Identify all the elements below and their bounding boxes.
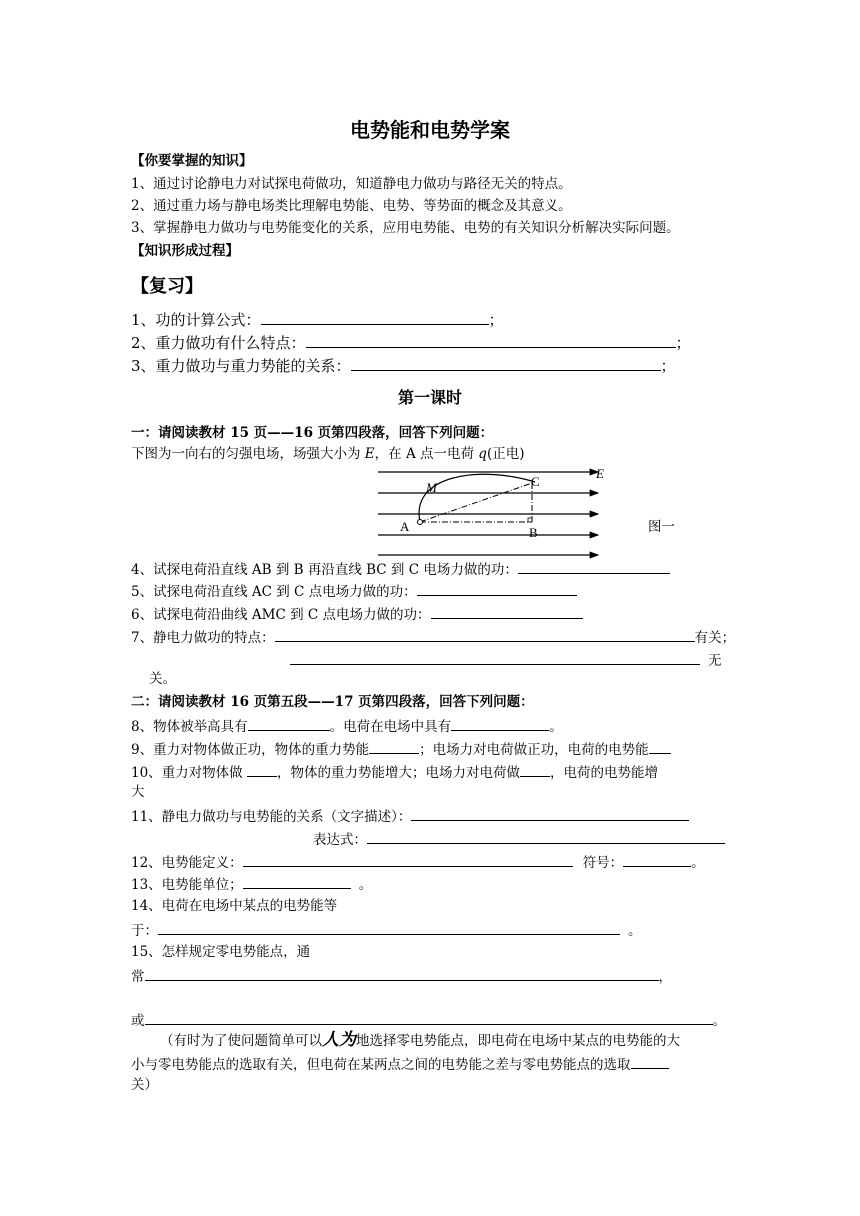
question-11: 11、静电力做功与电势能的关系（文字描述）：	[131, 806, 689, 826]
blank[interactable]	[369, 739, 419, 754]
blank[interactable]	[290, 650, 700, 665]
blank[interactable]	[145, 1010, 713, 1025]
blank[interactable]	[431, 604, 583, 619]
question-6: 6、试探电荷沿曲线 AMC 到 C 点电场力做的功：	[131, 604, 583, 624]
blank[interactable]	[261, 310, 489, 325]
label-C: C	[531, 474, 540, 489]
charge-q	[418, 520, 423, 525]
goal-3: 3、掌握静电力做功与电势能变化的关系，应用电势能、电势的有关知识分析解决实际问题。	[131, 220, 680, 236]
blank[interactable]	[417, 581, 577, 596]
blank[interactable]	[306, 333, 676, 348]
field-diagram	[370, 460, 700, 565]
question-9: 9、重力对物体做正功，物体的重力势能 ；电场力对电荷做正功，电荷的电势能	[131, 739, 671, 759]
question-15-line2: 常 ，	[131, 966, 672, 986]
note-line2: 小与零电势能点的选取有关，但电荷在某两点之间的电势能之差与零电势能点的选取	[131, 1054, 669, 1074]
label-B: B	[529, 525, 538, 540]
question-7: 7、静电力做功的特点： 有关；	[131, 627, 735, 647]
question-13: 13、电势能单位； 。	[131, 874, 372, 894]
blank[interactable]	[520, 762, 550, 777]
part1-intro: 下图为一向右的匀强电场，场强大小为 E，在 A 点一电荷 q(正电)	[131, 446, 525, 462]
question-11-expression: 表达式：	[313, 829, 725, 849]
blank[interactable]	[248, 716, 330, 731]
blank[interactable]	[631, 1054, 669, 1069]
blank[interactable]	[518, 559, 670, 574]
blank[interactable]	[158, 920, 620, 935]
blank[interactable]	[247, 762, 277, 777]
label-E: E	[596, 466, 604, 481]
section-process-heading: 【知识形成过程】	[131, 243, 239, 259]
blank[interactable]	[275, 627, 695, 642]
note-line3: 关）	[131, 1077, 158, 1093]
question-8: 8、物体被举高具有 。电荷在电场中具有 。	[131, 716, 563, 736]
section-knowledge-heading: 【你要掌握的知识】	[131, 153, 253, 169]
blank[interactable]	[243, 874, 351, 889]
question-15-line3: 或 。	[131, 1010, 726, 1030]
question-15: 15、怎样规定零电势能点，通	[131, 944, 311, 960]
review-1: 1、功的计算公式： ；	[131, 311, 504, 329]
blank[interactable]	[623, 852, 691, 867]
blank[interactable]	[649, 739, 671, 754]
question-12: 12、电势能定义： 符号： 。	[131, 852, 705, 872]
question-5: 5、试探电荷沿直线 AC 到 C 点电场力做的功：	[131, 581, 577, 601]
label-M: M	[426, 480, 437, 495]
section-review-heading: 【复习】	[131, 276, 203, 297]
blank[interactable]	[367, 829, 725, 844]
part1-heading: 一：请阅读教材 15 页——16 页第四段落，回答下列问题：	[131, 425, 494, 441]
question-4: 4、试探电荷沿直线 AB 到 B 再沿直线 BC 到 C 电场力做的功：	[131, 559, 670, 579]
line-AC	[420, 482, 535, 522]
part2-heading: 二：请阅读教材 16 页第五段——17 页第四段落，回答下列问题：	[131, 694, 534, 710]
goal-1: 1、通过讨论静电力对试探电荷做功，知道静电力做功与路径无关的特点。	[131, 176, 572, 192]
question-7-line3: 关。	[149, 671, 176, 687]
question-10-line2: 大	[131, 784, 145, 800]
note-line1: （有时为了使问题简单可以人为地选择零电势能点，即电荷在电场中某点的电势能的大	[160, 1030, 680, 1050]
blank[interactable]	[145, 966, 659, 981]
question-7-line2: 无	[290, 650, 722, 670]
blank[interactable]	[451, 716, 549, 731]
blank[interactable]	[243, 852, 573, 867]
review-2: 2、重力做功有什么特点： ；	[131, 334, 691, 352]
question-14: 14、电荷在电场中某点的电势能等	[131, 898, 338, 914]
blank[interactable]	[351, 356, 661, 371]
label-A: A	[400, 519, 410, 534]
blank[interactable]	[411, 806, 689, 821]
page-title: 电势能和电势学案	[350, 118, 510, 142]
question-14-line2: 于： 。	[131, 920, 642, 940]
review-3: 3、重力做功与重力势能的关系： ；	[131, 357, 676, 375]
right-angle-mark	[528, 518, 532, 522]
lesson-title: 第一课时	[397, 388, 462, 407]
goal-2: 2、通过重力场与静电场类比理解电势能、电势、等势面的概念及其意义。	[131, 198, 572, 214]
question-10: 10、重力对物体做 ，物体的重力势能增大；电场力对电荷做 ，电荷的电势能增	[131, 762, 658, 782]
figure-caption: 图一	[648, 519, 675, 535]
